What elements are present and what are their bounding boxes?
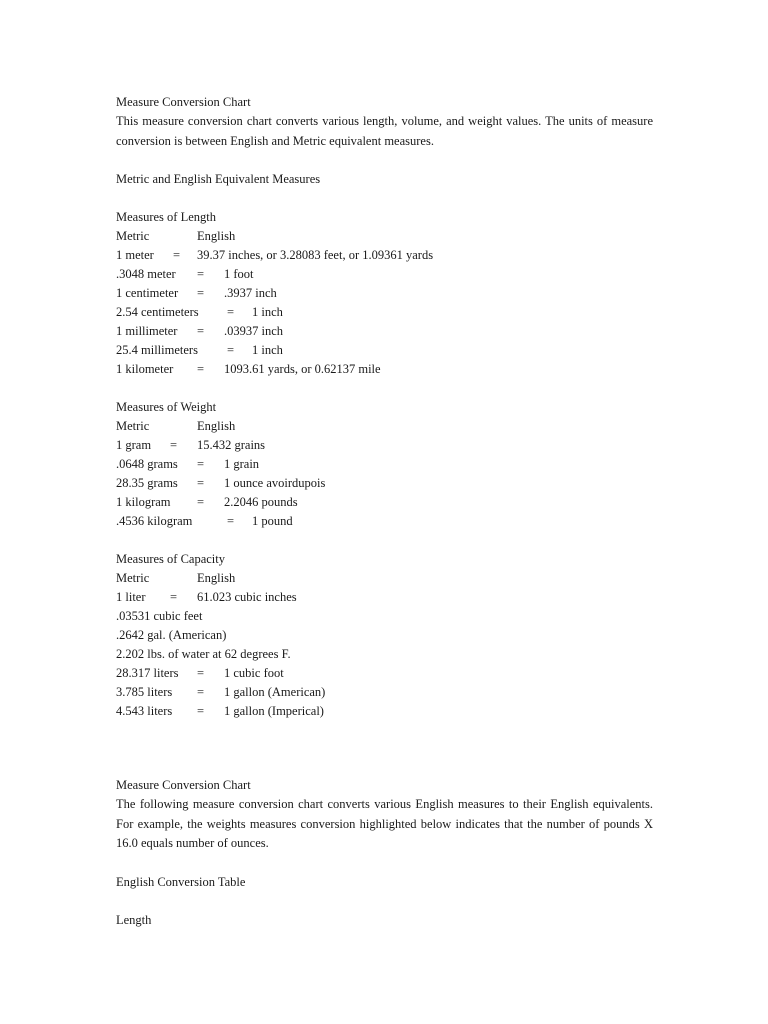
metric-value: 28.35 grams bbox=[116, 476, 178, 490]
column-header-english: English bbox=[197, 571, 236, 585]
equals-sign: = bbox=[227, 514, 235, 528]
table-row bbox=[116, 455, 653, 474]
english-value: 1 inch bbox=[252, 305, 283, 319]
english-value: 1 ounce avoirdupois bbox=[224, 476, 326, 490]
equals-sign: = bbox=[227, 305, 235, 319]
equals-sign: = bbox=[197, 704, 205, 718]
english-value: 1 foot bbox=[224, 267, 254, 281]
column-header-metric: Metric bbox=[116, 229, 150, 243]
metric-value: 1 millimeter bbox=[116, 324, 178, 338]
metric-value: 1 gram bbox=[116, 438, 152, 452]
column-header-english: English bbox=[197, 229, 236, 243]
capacity-column-headers bbox=[116, 569, 653, 588]
length-column-headers bbox=[116, 227, 653, 246]
metric-value: 1 centimeter bbox=[116, 286, 179, 300]
english-value: 1 grain bbox=[224, 457, 260, 471]
metric-value: 1 meter bbox=[116, 248, 154, 262]
english-value: 1 gallon (Imperical) bbox=[224, 704, 324, 718]
table-row bbox=[116, 474, 653, 493]
equals-sign: = bbox=[170, 590, 178, 604]
column-header-metric: Metric bbox=[116, 419, 150, 433]
section-subtitle: Metric and English Equivalent Measures bbox=[116, 172, 321, 186]
table-row bbox=[116, 322, 653, 341]
english-value: 1093.61 yards, or 0.62137 mile bbox=[224, 362, 381, 376]
table-row bbox=[116, 360, 653, 379]
equals-sign: = bbox=[173, 248, 181, 262]
table-row bbox=[116, 512, 653, 531]
intro-paragraph: The following measure conversion chart converts various English measures to their English equivalents. For example, the weights measures conversion highlighted below indicates that the number of pounds X 16.0 equals number of ounces. bbox=[116, 797, 653, 850]
weight-heading: Measures of Weight bbox=[116, 400, 217, 414]
english-value: 15.432 grains bbox=[197, 438, 266, 452]
english-value: 1 cubic foot bbox=[224, 666, 284, 680]
table-row bbox=[116, 664, 653, 683]
metric-value: 1 kilogram bbox=[116, 495, 171, 509]
table-row bbox=[116, 284, 653, 303]
english-value: .03937 inch bbox=[224, 324, 284, 338]
metric-value: .3048 meter bbox=[116, 267, 176, 281]
plain-line: 2.202 lbs. of water at 62 degrees F. bbox=[116, 647, 291, 661]
plain-line: .2642 gal. (American) bbox=[116, 628, 227, 642]
intro-paragraph: This measure conversion chart converts various length, volume, and weight values. The units of measure conversion is between English and Metric equivalent measures. bbox=[116, 114, 653, 148]
section-title: Measure Conversion Chart bbox=[116, 778, 251, 792]
table-row bbox=[116, 341, 653, 360]
table-row bbox=[116, 493, 653, 512]
equals-sign: = bbox=[197, 495, 205, 509]
table-row bbox=[116, 683, 653, 702]
english-value: 1 gallon (American) bbox=[224, 685, 326, 699]
equals-sign: = bbox=[227, 343, 235, 357]
equals-sign: = bbox=[170, 438, 178, 452]
equals-sign: = bbox=[197, 457, 205, 471]
english-value: 1 inch bbox=[252, 343, 283, 357]
metric-value: 1 liter bbox=[116, 590, 146, 604]
capacity-heading: Measures of Capacity bbox=[116, 552, 225, 566]
table-row bbox=[116, 303, 653, 322]
equals-sign: = bbox=[197, 286, 205, 300]
metric-value: .4536 kilogram bbox=[116, 514, 193, 528]
metric-value: .0648 grams bbox=[116, 457, 178, 471]
english-value: 61.023 cubic inches bbox=[197, 590, 297, 604]
table-row bbox=[116, 702, 653, 721]
equals-sign: = bbox=[197, 267, 205, 281]
metric-value: 2.54 centimeters bbox=[116, 305, 199, 319]
equals-sign: = bbox=[197, 666, 205, 680]
section-title: Measure Conversion Chart bbox=[116, 95, 251, 109]
metric-value: 4.543 liters bbox=[116, 704, 173, 718]
equals-sign: = bbox=[197, 362, 205, 376]
equals-sign: = bbox=[197, 324, 205, 338]
table-row bbox=[116, 436, 653, 455]
length-heading: Measures of Length bbox=[116, 210, 216, 224]
column-header-metric: Metric bbox=[116, 571, 150, 585]
english-value: 2.2046 pounds bbox=[224, 495, 298, 509]
table-row bbox=[116, 246, 653, 265]
english-value: .3937 inch bbox=[224, 286, 277, 300]
equals-sign: = bbox=[197, 685, 205, 699]
plain-line: .03531 cubic feet bbox=[116, 609, 203, 623]
document-page bbox=[116, 93, 653, 930]
equals-sign: = bbox=[197, 476, 205, 490]
metric-value: 1 kilometer bbox=[116, 362, 174, 376]
english-value: 1 pound bbox=[252, 514, 293, 528]
metric-value: 28.317 liters bbox=[116, 666, 179, 680]
metric-value: 3.785 liters bbox=[116, 685, 173, 699]
table-row bbox=[116, 588, 653, 607]
english-value: 39.37 inches, or 3.28083 feet, or 1.09361 yards bbox=[197, 248, 434, 262]
weight-column-headers bbox=[116, 417, 653, 436]
length-heading: Length bbox=[116, 912, 152, 927]
column-header-english: English bbox=[197, 419, 236, 433]
table-row bbox=[116, 265, 653, 284]
metric-value: 25.4 millimeters bbox=[116, 343, 198, 357]
section-subtitle: English Conversion Table bbox=[116, 874, 246, 889]
